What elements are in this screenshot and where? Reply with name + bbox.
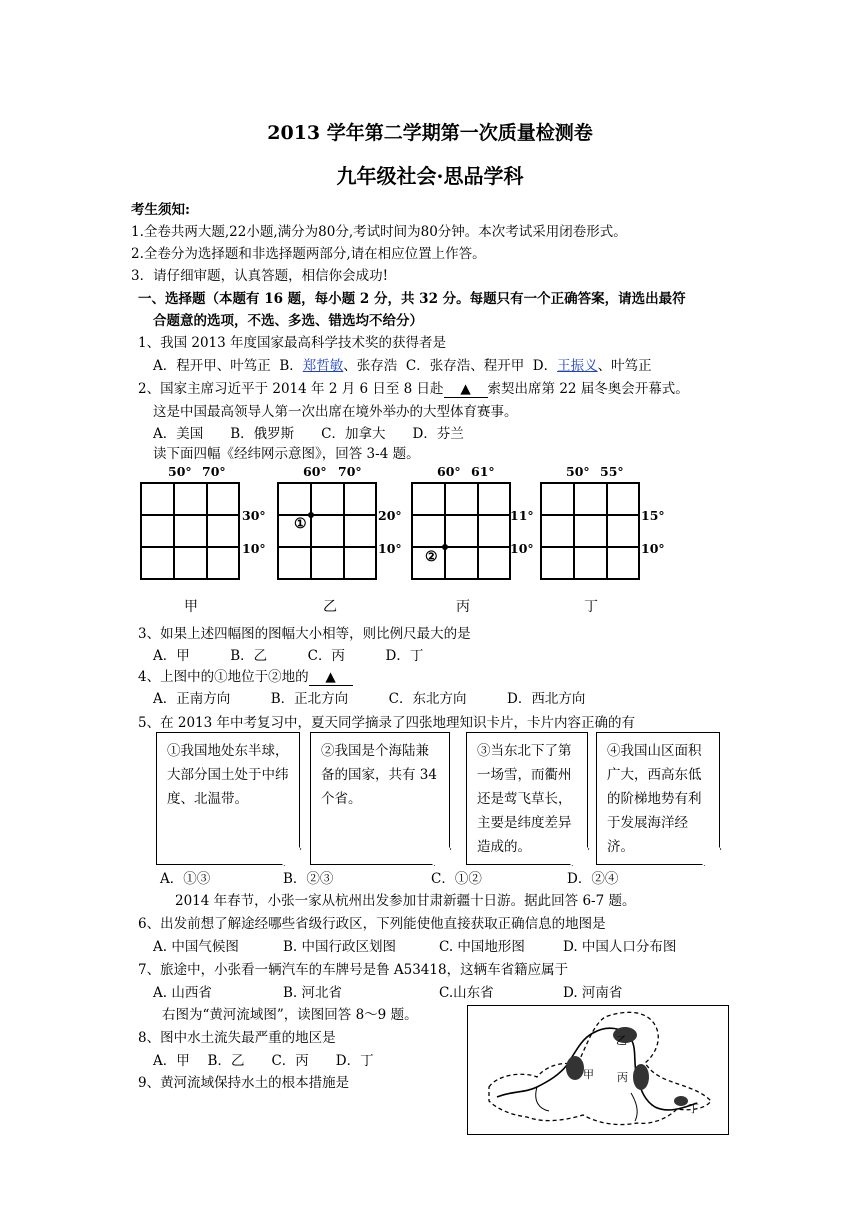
- q1-option-b-suffix: 、张存浩: [343, 358, 398, 374]
- q5-option-d: D．②④: [567, 871, 619, 887]
- grid-bing-top-label-1: 60°: [437, 464, 461, 479]
- section-heading-line-2: 合题意的选项，不选、多选、错选均不给分）: [153, 313, 423, 329]
- q1-option-a: A．程开甲、叶笃正: [153, 358, 271, 374]
- q2-stem-suffix: 索契出席第 22 届冬奥会开幕式。: [487, 381, 689, 397]
- grid-yi-caption: 乙: [323, 599, 337, 615]
- q8-stem: 8、图中水土流失最严重的地区是: [138, 1030, 336, 1046]
- q7-option-c: C.山东省: [439, 985, 494, 1001]
- grid-bing-top-label-2: 61°: [471, 464, 495, 479]
- grid-jia-top-label-2: 70°: [202, 464, 226, 479]
- map-label-yi: 乙: [616, 1034, 627, 1047]
- q5-stem: 5、在 2013 年中考复习中，夏天同学摘录了四张地理知识卡片，卡片内容正确的有: [138, 715, 636, 731]
- grid-yi-top-label-1: 60°: [303, 464, 327, 479]
- point-2-dot: [442, 544, 448, 550]
- grid-jia: [141, 483, 239, 579]
- exam-title: 2013 学年第二学期第一次质量检测卷: [267, 122, 593, 144]
- knowledge-card-2: [310, 732, 450, 865]
- knowledge-card-4: [596, 732, 720, 865]
- grid-bing-right-label-2: 10°: [510, 541, 534, 556]
- q5-option-a: A．①③: [160, 871, 211, 887]
- q7-option-a: A. 山西省: [153, 985, 212, 1001]
- q1-option-d-link[interactable]: 王振义: [557, 358, 598, 374]
- q5-option-b: B．②③: [283, 871, 334, 887]
- answer-blank: ▲: [309, 669, 353, 686]
- q1-stem: 1、我国 2013 年度国家最高科学技术奖的获得者是: [138, 335, 447, 351]
- q4-stem-text: 4、上图中的①地位于②地的: [138, 669, 309, 685]
- q4-stem: [138, 665, 353, 686]
- intro-3-4: 读下面四幅《经纬网示意图》，回答 3-4 题。: [153, 446, 420, 462]
- q4-options: A．正南方向 B．正北方向 C．东北方向 D．西北方向: [153, 691, 586, 707]
- point-1-label: ①: [294, 516, 307, 532]
- map-label-bing: 丙: [617, 1071, 628, 1084]
- knowledge-card-2-text: ②我国是个海陆兼备的国家，共有 34 个省。: [321, 743, 437, 807]
- grid-ding-right-label-1: 15°: [641, 508, 665, 523]
- q3-options: A．甲 B．乙 C．丙 D．丁: [153, 648, 424, 664]
- intro-6-7: 2014 年春节，小张一家从杭州出发参加甘肃新疆十日游。据此回答 6-7 题。: [175, 893, 636, 909]
- q1-option-b-prefix: B．: [279, 358, 303, 374]
- grid-jia-right-label-1: 30°: [242, 508, 266, 523]
- q2-options: A．美国 B．俄罗斯 C．加拿大 D．芬兰: [153, 426, 464, 442]
- q7-option-d: D. 河南省: [563, 985, 623, 1001]
- q1-option-d-prefix: D．: [532, 358, 558, 374]
- notice-heading: 考生须知:: [131, 202, 190, 218]
- grid-bing-caption: 丙: [456, 599, 470, 615]
- q2-stem: [138, 377, 689, 398]
- grid-ding: [541, 483, 639, 579]
- map-label-ding: 丁: [688, 1102, 699, 1115]
- q9-stem: 9、黄河流域保持水土的根本措施是: [138, 1075, 350, 1091]
- grid-jia-caption: 甲: [184, 599, 198, 615]
- knowledge-card-4-text: ④我国山区面积广大，西高东低的阶梯地势有利于发展海洋经济。: [607, 743, 702, 855]
- exam-subtitle: 九年级社会·思品学科: [336, 164, 524, 188]
- region-ding-hatch: [674, 1096, 688, 1106]
- q6-option-d: D. 中国人口分布图: [563, 939, 677, 955]
- section-heading-line-1: 一、选择题（本题有 16 题，每小题 2 分，共 32 分。每题只有一个正确答案，请选出最符: [138, 291, 686, 307]
- q7-stem: 7、旅途中，小张看一辆汽车的车牌号是鲁 A53418，这辆车省籍应属于: [138, 962, 569, 978]
- knowledge-card-1: [156, 732, 300, 865]
- notice-line-1: 1.全卷共两大题,22小题,满分为80分,考试时间为80分钟。本次考试采用闭卷形式。: [131, 224, 627, 240]
- answer-blank: ▲: [444, 381, 488, 398]
- grid-jia-top-label-1: 50°: [168, 464, 192, 479]
- q6-option-c: C. 中国地形图: [439, 939, 525, 955]
- q2-stem-line-2: 这是中国最高领导人第一次出席在境外举办的大型体育赛事。: [153, 404, 518, 420]
- q2-stem-prefix: 2、国家主席习近平于 2014 年 2 月 6 日至 8 日赴: [138, 381, 444, 397]
- q1-options: [153, 354, 652, 374]
- q1-option-d-suffix: 、叶笃正: [597, 358, 652, 374]
- grid-ding-top-label-2: 55°: [600, 464, 624, 479]
- region-bing-hatch: [633, 1064, 649, 1090]
- q6-stem: 6、出发前想了解途经哪些省级行政区，下列能使他直接获取正确信息的地图是: [138, 916, 606, 932]
- notice-line-2: 2.全卷分为选择题和非选择题两部分,请在相应位置上作答。: [131, 246, 486, 262]
- grid-yi: [278, 483, 376, 579]
- q6-option-b: B. 中国行政区划图: [283, 939, 397, 955]
- q6-option-a: A. 中国气候图: [153, 939, 239, 955]
- grid-jia-right-label-2: 10°: [242, 541, 266, 556]
- notice-line-3: 3．请仔细审题，认真答题，相信你会成功!: [131, 268, 389, 284]
- point-1-dot: [308, 512, 314, 518]
- point-2-label: ②: [425, 549, 438, 565]
- knowledge-card-3-text: ③当东北下了第一场雪，而衢州还是莺飞草长，主要是纬度差异造成的。: [477, 743, 572, 855]
- grid-ding-caption: 丁: [584, 599, 598, 615]
- grid-ding-top-label-1: 50°: [566, 464, 590, 479]
- grid-bing-right-label-1: 11°: [510, 508, 534, 523]
- q1-option-b-link[interactable]: 郑哲敏: [302, 358, 344, 374]
- q5-option-c: C．①②: [431, 871, 482, 887]
- grid-ding-right-label-2: 10°: [641, 541, 665, 556]
- knowledge-card-1-text: ①我国地处东半球，大部分国土处于中纬度、北温带。: [167, 743, 289, 807]
- q1-option-c: C．张存浩、程开甲: [405, 358, 525, 374]
- grid-yi-right-label-1: 20°: [378, 508, 402, 523]
- region-jia-hatch: [566, 1056, 584, 1080]
- map-label-jia: 甲: [583, 1068, 594, 1081]
- knowledge-card-3: [466, 732, 588, 865]
- q8-options: A．甲 B．乙 C．丙 D．丁: [153, 1053, 374, 1069]
- grid-yi-top-label-2: 70°: [338, 464, 362, 479]
- grid-yi-right-label-2: 10°: [378, 541, 402, 556]
- intro-8-9: 右图为“黄河流域图”，读图回答 8～9 题。: [162, 1007, 418, 1023]
- q7-option-b: B. 河北省: [283, 985, 343, 1001]
- q3-stem: 3、如果上述四幅图的图幅大小相等，则比例尺最大的是: [138, 626, 471, 642]
